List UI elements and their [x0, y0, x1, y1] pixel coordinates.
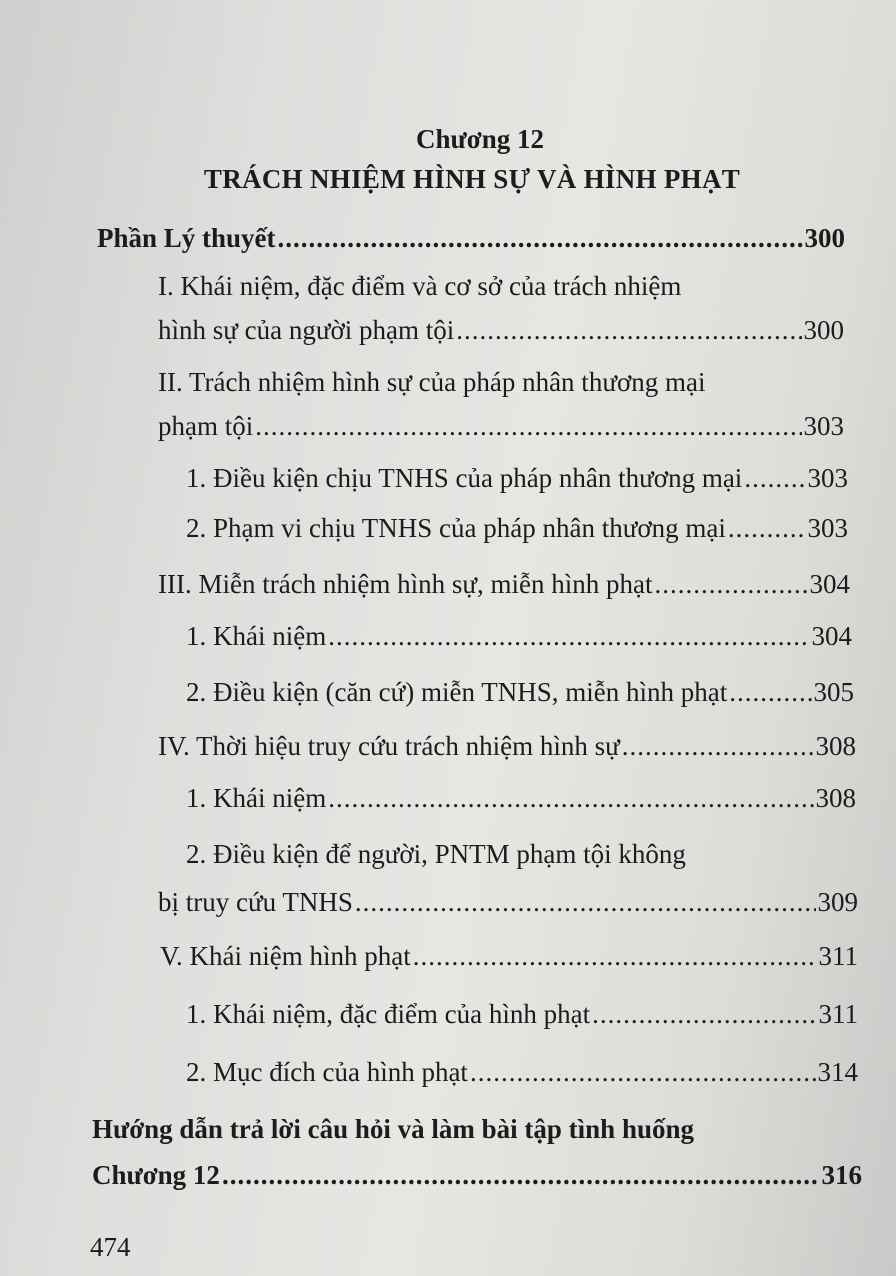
- toc-entry-label-line1: 2. Điều kiện để người, PNTM phạm tội không: [186, 839, 686, 869]
- toc-entry-theory: [97, 216, 845, 260]
- page-number: 474: [90, 1232, 131, 1262]
- toc-entry-label: III. Miễn trách nhiệm hình sự, miễn hình phạt: [158, 569, 653, 599]
- dot-leader: [278, 216, 803, 260]
- dot-leader: [222, 1152, 820, 1198]
- toc-entry-section-5: [160, 934, 858, 978]
- toc-entry-section-2-1: [186, 456, 848, 500]
- toc-entry-label: 2. Điều kiện (căn cứ) miễn TNHS, miễn hình phạt: [186, 677, 728, 707]
- toc-entry-label-line1: Hướng dẫn trả lời câu hỏi và làm bài tập tình huống: [92, 1114, 694, 1144]
- dot-leader: [413, 934, 817, 978]
- toc-entry-page: 303: [807, 463, 848, 493]
- dot-leader: [622, 724, 814, 768]
- toc-entry-section-5-2: [186, 1050, 858, 1094]
- toc-entry-label: 2. Phạm vi chịu TNHS của pháp nhân thương mại: [186, 513, 726, 543]
- dot-leader: [655, 562, 808, 606]
- toc-entry-page: 300: [804, 223, 845, 253]
- toc-entry-section-2: [158, 360, 844, 448]
- dot-leader: [592, 992, 816, 1036]
- dot-leader: [355, 880, 816, 924]
- toc-entry-page: 304: [811, 621, 852, 651]
- toc-entry-page: 304: [809, 569, 850, 599]
- toc-entry-label: 1. Khái niệm, đặc điểm của hình phạt: [186, 999, 591, 1029]
- toc-entry-section-3-1: [186, 614, 852, 658]
- toc-entry-section-4-1: [186, 776, 856, 820]
- toc-entry-page: 303: [807, 513, 848, 543]
- toc-entry-section-3-2: [186, 670, 854, 714]
- dot-leader: [470, 1050, 816, 1094]
- toc-entry-label: V. Khái niệm hình phạt: [160, 941, 411, 971]
- toc-entry-label: 1. Điều kiện chịu TNHS của pháp nhân thương mại: [186, 463, 743, 493]
- toc-entry-label: hình sự của người phạm tội: [158, 315, 455, 345]
- toc-entry-page: 308: [815, 731, 856, 761]
- dot-leader: [729, 670, 811, 714]
- dot-leader: [728, 506, 806, 550]
- dot-leader: [255, 404, 801, 448]
- toc-entry-page: 314: [817, 1057, 858, 1087]
- toc-entry-label: 1. Khái niệm: [186, 783, 327, 813]
- toc-entry-section-2-2: [186, 506, 848, 550]
- dot-leader: [744, 456, 805, 500]
- toc-entry-page: 309: [817, 887, 858, 917]
- toc-entry-label: Chương 12: [92, 1160, 220, 1190]
- toc-entry-label: bị truy cứu TNHS: [158, 887, 353, 917]
- toc-entry-label-line1: I. Khái niệm, đặc điểm và cơ sở của trách nhiệm: [158, 271, 682, 301]
- toc-entry-label: Phần Lý thuyết: [97, 223, 276, 253]
- dot-leader: [456, 308, 801, 352]
- dot-leader: [328, 614, 809, 658]
- toc-entry-page: 316: [821, 1160, 862, 1190]
- toc-entry-page: 305: [813, 677, 854, 707]
- toc-entry-label: 1. Khái niệm: [186, 621, 327, 651]
- toc-entry-page: 308: [815, 783, 856, 813]
- dot-leader: [328, 776, 813, 820]
- toc-entry-page: 311: [818, 999, 858, 1029]
- chapter-title: TRÁCH NHIỆM HÌNH SỰ VÀ HÌNH PHẠT: [203, 164, 741, 194]
- toc-entry-label: phạm tội: [158, 411, 254, 441]
- toc-entry-page: 303: [803, 411, 844, 441]
- chapter-number: Chương 12: [416, 124, 544, 154]
- toc-entry-guide: [92, 1106, 862, 1198]
- toc-entry-section-1: [158, 264, 844, 352]
- toc-entry-section-4-2: [158, 832, 858, 924]
- toc-entry-label-line1: II. Trách nhiệm hình sự của pháp nhân thương mại: [158, 367, 706, 397]
- toc-entry-section-4: [158, 724, 856, 768]
- toc-entry-page: 311: [818, 941, 858, 971]
- toc-entry-page: 300: [803, 315, 844, 345]
- toc-entry-label: IV. Thời hiệu truy cứu trách nhiệm hình sự: [158, 731, 620, 761]
- toc-entry-label: 2. Mục đích của hình phạt: [186, 1057, 468, 1087]
- toc-entry-section-3: [158, 562, 850, 606]
- toc-entry-section-5-1: [186, 992, 858, 1036]
